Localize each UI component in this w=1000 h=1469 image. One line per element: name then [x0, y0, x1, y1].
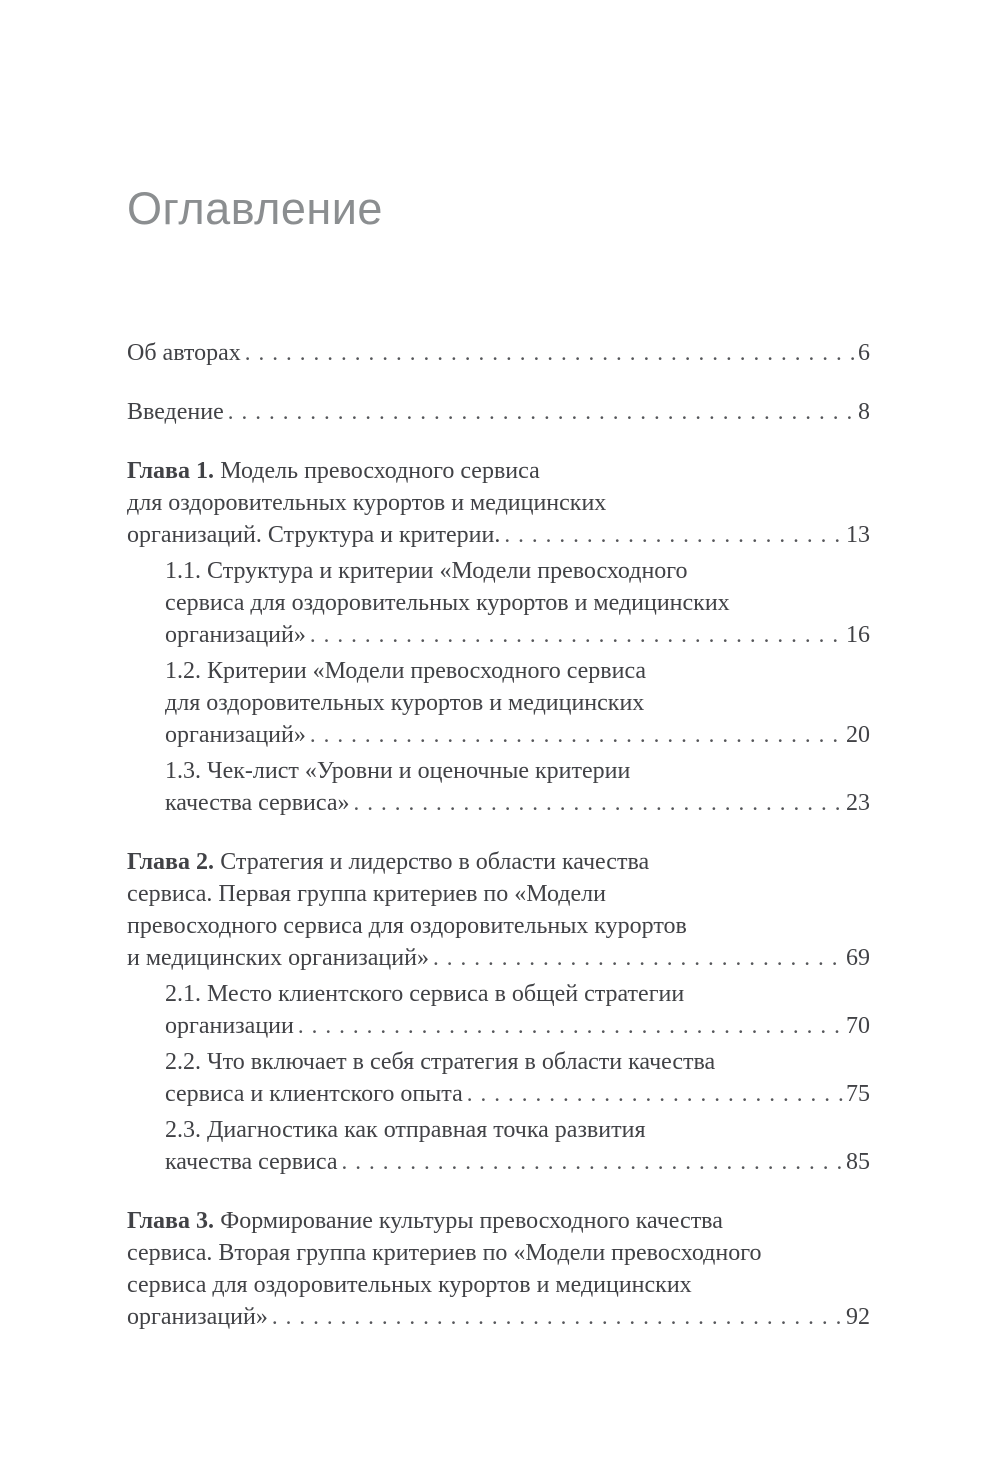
toc-entry-line: 2.1. Место клиентского сервиса в общей стратегии	[165, 981, 685, 1007]
toc-entry-text: и медицинских организаций»	[127, 945, 429, 971]
chapter-title-text: Стратегия и лидерство в области качества	[220, 849, 650, 875]
toc-entry	[127, 1205, 870, 1333]
dot-leader	[433, 942, 845, 974]
toc-entry-leader-line	[165, 1078, 870, 1110]
toc-entry-leader-line	[127, 519, 870, 551]
toc-entry-text: качества сервиса»	[165, 790, 350, 816]
page-number: 23	[846, 790, 870, 816]
toc-entry-line	[127, 1205, 870, 1237]
toc-entry-leader-line	[165, 1146, 870, 1178]
toc-entry-line: 2.2. Что включает в себя стратегия в области качества	[165, 1049, 716, 1075]
toc-entry-text: организаций. Структура и критерии.	[127, 522, 501, 548]
toc-entry	[127, 1046, 870, 1110]
toc-entry-line: 1.1. Структура и критерии «Модели превосходного	[165, 558, 688, 584]
chapter-label: Глава 3.	[127, 1208, 214, 1234]
toc-entry-leader-line	[127, 396, 870, 428]
dot-leader	[342, 1146, 846, 1178]
toc-entry-text: организаций»	[127, 1304, 268, 1330]
dot-leader	[245, 337, 857, 369]
toc-entry	[127, 978, 870, 1042]
page-number: 69	[846, 945, 870, 971]
dot-leader	[310, 719, 845, 751]
page-number: 6	[858, 340, 870, 366]
chapter-label: Глава 1.	[127, 458, 214, 484]
toc-entry	[127, 396, 870, 428]
toc-entry	[127, 655, 870, 751]
toc-entry-leader-line	[127, 1301, 870, 1333]
toc-entry-leader-line	[165, 1010, 870, 1042]
toc-entry	[127, 455, 870, 551]
page-number: 75	[846, 1081, 870, 1107]
toc-entry-line: превосходного сервиса для оздоровительных курортов	[127, 913, 687, 939]
toc-entry-line: для оздоровительных курортов и медицинских	[127, 490, 607, 516]
page-number: 8	[858, 399, 870, 425]
toc-entry-line: сервиса для оздоровительных курортов и медицинских	[165, 590, 730, 616]
toc-entry-leader-line	[165, 719, 870, 751]
page-number: 70	[846, 1013, 870, 1039]
dot-leader	[298, 1010, 845, 1042]
chapter-title-text: Модель превосходного сервиса	[220, 458, 540, 484]
toc-entry-leader-line	[127, 337, 870, 369]
toc-entry	[127, 1114, 870, 1178]
page-number: 85	[846, 1149, 870, 1175]
dot-leader	[228, 396, 857, 428]
chapter-title-text: Формирование культуры превосходного качества	[220, 1208, 723, 1234]
toc-entry	[127, 846, 870, 974]
toc-entry-line: 1.2. Критерии «Модели превосходного сервиса	[165, 658, 647, 684]
toc-entry-line	[127, 846, 870, 878]
toc-entry-text: организации	[165, 1013, 294, 1039]
toc-entry-text: Об авторах	[127, 340, 241, 366]
dot-leader	[272, 1301, 845, 1333]
toc-list	[127, 337, 870, 1333]
toc-entry-leader-line	[127, 942, 870, 974]
toc-entry-text: Введение	[127, 399, 224, 425]
toc-entry-text: организаций»	[165, 622, 306, 648]
toc-entry-text: организаций»	[165, 722, 306, 748]
page-number: 92	[846, 1304, 870, 1330]
page-title: Оглавление	[127, 183, 383, 234]
dot-leader	[354, 787, 846, 819]
dot-leader	[504, 519, 845, 551]
dot-leader	[467, 1078, 845, 1110]
toc-entry	[127, 755, 870, 819]
toc-entry-line: сервиса. Первая группа критериев по «Модели	[127, 881, 606, 907]
toc-entry	[127, 337, 870, 369]
toc-entry-leader-line	[165, 619, 870, 651]
page-number: 20	[846, 722, 870, 748]
toc-entry-line: сервиса. Вторая группа критериев по «Модели превосходного	[127, 1240, 762, 1266]
dot-leader	[310, 619, 845, 651]
toc-entry	[127, 555, 870, 651]
page-number: 13	[846, 522, 870, 548]
toc-entry-line: 1.3. Чек-лист «Уровни и оценочные критерии	[165, 758, 631, 784]
toc-entry-line	[127, 455, 870, 487]
chapter-label: Глава 2.	[127, 849, 214, 875]
toc-entry-text: сервиса и клиентского опыта	[165, 1081, 463, 1107]
toc-entry-leader-line	[165, 787, 870, 819]
page-number: 16	[846, 622, 870, 648]
toc-entry-line: сервиса для оздоровительных курортов и медицинских	[127, 1272, 692, 1298]
toc-entry-line: 2.3. Диагностика как отправная точка развития	[165, 1117, 646, 1143]
toc-entry-line: для оздоровительных курортов и медицинских	[165, 690, 645, 716]
toc-entry-text: качества сервиса	[165, 1149, 338, 1175]
